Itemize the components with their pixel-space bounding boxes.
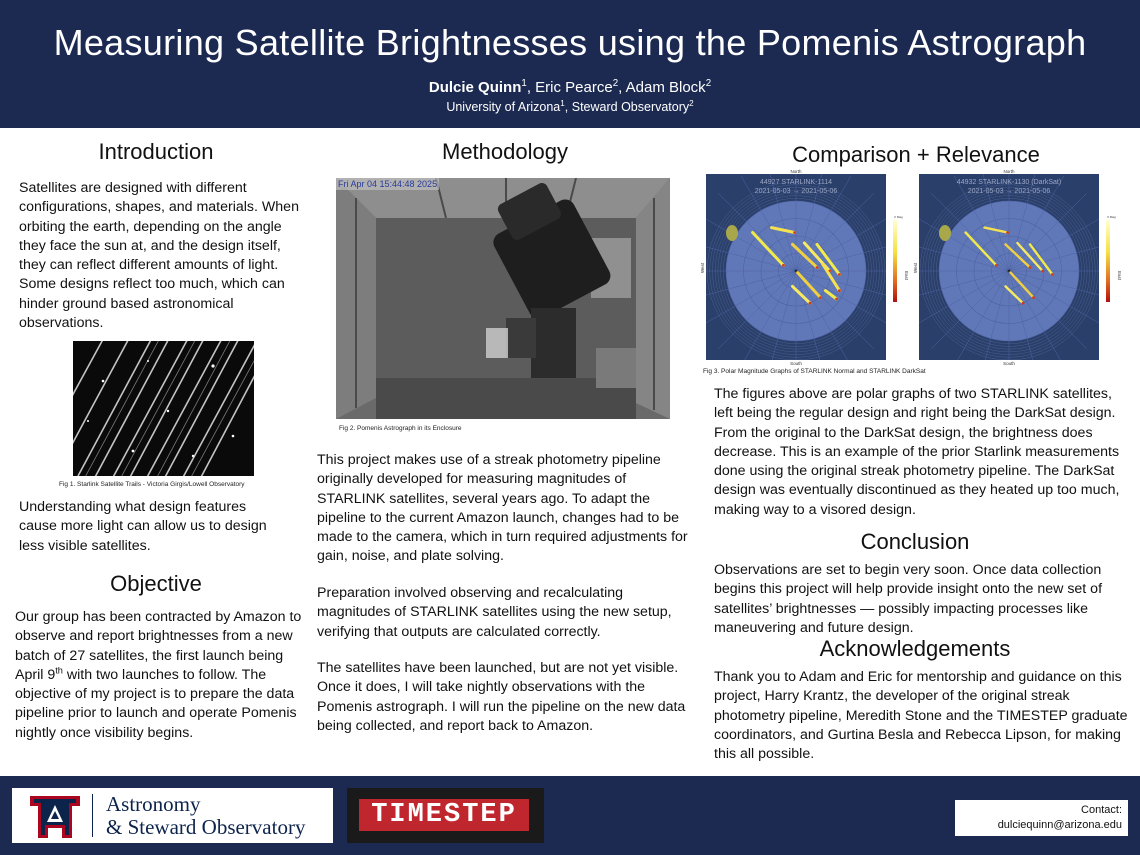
track-endpoint (1041, 270, 1044, 273)
polar-chart-darksat-svg (913, 168, 1123, 366)
track-endpoint (995, 264, 998, 267)
author-sup: 2 (705, 78, 712, 89)
comparison-text: The figures above are polar graphs of two STARLINK satellites, left being the regular design and right being the DarkSat design. From the original to the DarkSat design, the brightness does decrease. This is an example of the prior Starlink measurements done using the original streak photometry pipeline. The DarkSat design was eventually discontinued as they heated up too much, making way to a visored design. (714, 386, 1120, 518)
methodology-paragraph-1: This project makes use of a streak photometry pipeline originally developed for measuring magnitudes of STARLINK satellites, several years ago. To adapt the pipeline to the current Amazon launch, changes had to be made to the camera, which in turn required adjustments for gain, noise, and plate solving. (317, 452, 688, 565)
colorbar (893, 220, 897, 302)
acknowledgements-text: Thank you to Adam and Eric for mentorship and guidance on this project, Harry Krantz, the developer of the original streak photometry pipeline, Meredith Stone and the TIMESTEP graduate coordinators, and Gurtina Besla and Rebecca Lipson, for making this all possible. (714, 669, 1128, 763)
affiliation: University of Arizona (446, 100, 561, 114)
methodology-heading: Methodology (442, 139, 568, 164)
logo-line-2: & Steward Observatory (106, 815, 306, 839)
direction-north: North (1003, 169, 1015, 174)
track-endpoint (816, 266, 819, 269)
moon-marker (726, 225, 738, 241)
direction-east: East (1117, 271, 1122, 281)
direction-west: West (700, 262, 705, 273)
methodology-paragraph-2: Preparation involved observing and recalculating magnitudes of STARLINK satellites using the new setup, verifying that outputs are calculated correctly. (317, 585, 672, 640)
track-endpoint (782, 264, 785, 267)
logo-divider (92, 794, 93, 837)
track-endpoint (819, 296, 822, 299)
direction-north: North (790, 169, 802, 174)
chart-subtitle: 2021-05-03 → 2021-05-06 (967, 188, 1051, 195)
timestep-logo (347, 788, 544, 843)
affiliation-sup: 1 (560, 98, 565, 108)
track-endpoint (838, 273, 841, 276)
margin-bottom (700, 360, 910, 366)
conclusion-heading: Conclusion (860, 529, 970, 554)
ordinal-suffix: th (55, 665, 63, 676)
direction-west: West (913, 262, 918, 273)
track-endpoint (1022, 302, 1025, 305)
contact-email[interactable]: dulciequinn@arizona.edu (997, 819, 1122, 831)
poster-header (0, 0, 1140, 128)
objective-text-end: with two launches to follow. The objective of my project is to prepare the data pipeline prior to launch and operate Pomenis nightly once visibility begins. (15, 666, 297, 741)
timestep-logo-text: TIMESTEP (359, 799, 529, 831)
polar-chart-normal-svg (700, 168, 910, 366)
comparison-heading: Comparison + Relevance (792, 142, 1040, 167)
polar-chart-darksat (913, 168, 1123, 366)
enclosure-image (336, 178, 670, 419)
methodology-paragraph-3: The satellites have been launched, but are not yet visible. Once it does, I will take nightly observations with the Pomenis astrograph. I will run the pipeline on the new data being collected, and report back to Amazon. (317, 660, 686, 734)
introduction-heading: Introduction (98, 139, 214, 164)
poster-title: Measuring Satellite Brightnesses using the Pomenis Astrograph (53, 22, 1087, 63)
moon-marker (939, 225, 951, 241)
margin-top (913, 168, 1123, 174)
figure-2-caption: Fig 2. Pomenis Astrograph in its Enclosure (339, 425, 462, 432)
contact-box (955, 800, 1128, 836)
track-endpoint (1029, 266, 1032, 269)
photo-timestamp: Fri Apr 04 15:44:48 2025 (338, 179, 438, 189)
figure-1-caption: Fig 1. Starlink Satellite Trails - Victoria Girgis/Lowell Observatory (59, 481, 245, 488)
arizona-logo (12, 788, 333, 843)
author-name: Dulcie Quinn (428, 79, 522, 96)
acknowledgements-heading: Acknowledgements (819, 636, 1011, 661)
author-name: Eric Pearce (535, 79, 613, 96)
track-endpoint (1006, 231, 1009, 234)
affiliation-sup: 2 (689, 98, 694, 108)
zenith-marker: ✶ (793, 269, 799, 275)
track-endpoint (1051, 273, 1054, 276)
objective-text (15, 608, 305, 743)
objective-text-start: Our group has been contracted by Amazon to observe and report brightnesses from a new batch of 27 satellites, the first launch being April 9 (15, 609, 302, 683)
direction-south: South (1003, 361, 1015, 366)
objective-heading: Objective (110, 571, 202, 596)
introduction-text-2: Understanding what design features cause more light can allow us to design less visible satellites. (19, 499, 267, 554)
track-endpoint (838, 289, 841, 292)
direction-south: South (790, 361, 802, 366)
zenith-marker: ✶ (1006, 269, 1012, 275)
introduction-text: Satellites are designed with different configurations, shapes, and materials. When orbiting the earth, depending on the angle they face the sun at, and the design itself, they can reflect different amounts of light. Some designs reflect too much, which can hinder ground based astronomical observations. (19, 180, 299, 332)
author-sup: 2 (612, 78, 619, 89)
chart-title: 44932 STARLINK-1130 (DarkSat) (956, 179, 1062, 186)
pomenis-astrograph-photo (336, 178, 670, 419)
track-endpoint (1032, 296, 1035, 299)
affiliation: Steward Observatory (571, 100, 690, 114)
arizona-a-icon (20, 788, 90, 843)
colorbar (1106, 220, 1110, 302)
colorbar-label: V Mag (894, 215, 903, 219)
margin-right (1099, 168, 1123, 366)
contact-label: Contact: (1081, 804, 1122, 816)
starlink-trails-photo (73, 341, 254, 476)
track-endpoint (809, 302, 812, 305)
logo-line-1: Astronomy (106, 792, 201, 816)
author-sup: 1 (521, 78, 527, 89)
direction-east: East (904, 271, 909, 281)
author-name: Adam Block (625, 79, 706, 96)
colorbar-label: V Mag (1107, 215, 1116, 219)
chart-title: 44927 STARLINK-1114 (760, 179, 832, 186)
track-endpoint (793, 231, 796, 234)
track-endpoint (835, 298, 838, 301)
margin-bottom (913, 360, 1123, 366)
figure-3-caption: Fig 3. Polar Magnitude Graphs of STARLINK Normal and STARLINK DarkSat (703, 368, 926, 375)
margin-top (700, 168, 910, 174)
affiliations: University of Arizona$^1$, Steward Observatory$^2$ (446, 98, 694, 114)
margin-right (886, 168, 910, 366)
starlink-trails-image (73, 341, 254, 476)
polar-chart-normal (700, 168, 910, 366)
conclusion-text: Observations are set to begin very soon. Once data collection begins this project will help provide insight onto the new set of satellites’ brightnesses — possibly impacting processes like maneuvering and future design. (714, 562, 1103, 636)
chart-subtitle: 2021-05-03 → 2021-05-06 (754, 188, 838, 195)
author-list: Dulcie Quinn$^1$, Eric Pearce$^2$, Adam Block$^2$ (428, 78, 712, 96)
